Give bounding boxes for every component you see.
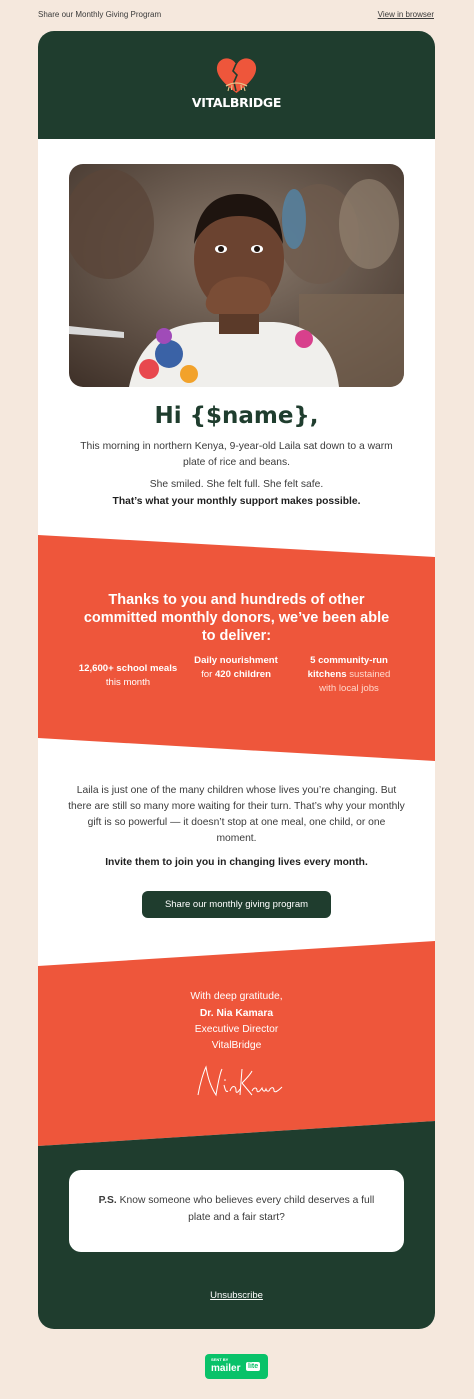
greeting-title: Hi {$name}, — [154, 403, 319, 429]
stat-school-meals — [78, 662, 178, 690]
stat-nourish-light: for — [201, 669, 215, 680]
stat-nourish-bold: Daily nourishment — [194, 655, 278, 666]
ps-text — [89, 1192, 384, 1226]
invite-text: Invite them to join you in changing lives every month. — [105, 857, 368, 868]
preheader-text: Share our Monthly Giving Program — [38, 9, 162, 19]
badge-suffix: lite — [248, 1363, 259, 1370]
heart-map-icon — [215, 57, 258, 95]
unsubscribe-link[interactable]: Unsubscribe — [210, 1290, 263, 1301]
share-giving-button[interactable]: Share our monthly giving program — [142, 891, 331, 918]
stat-nourish-bold2: 420 children — [214, 669, 271, 680]
brand-wordmark: VITALBRIDGE — [191, 95, 282, 110]
top-bar — [38, 0, 434, 28]
child-photo-illustration — [69, 164, 404, 387]
signer-name: Dr. Nia Kamara — [199, 1008, 274, 1019]
badge-brand: mailer — [211, 1363, 241, 1374]
email-header — [38, 31, 435, 139]
intro-text: This morning in northern Kenya, 9-year-old Laila sat down to a warm plate of rice and beans. — [80, 441, 393, 468]
email-card — [38, 31, 435, 1329]
impact-heading: Thanks to you and hundreds of other committed monthly donors, we’ve been able to deliver: — [83, 592, 390, 644]
ps-label: P.S. — [98, 1195, 117, 1206]
mailerlite-badge[interactable] — [205, 1354, 268, 1379]
stat-kitchens-bold: 5 community-run kitchens — [307, 655, 388, 680]
closing-text: With deep gratitude, — [190, 991, 283, 1002]
impact-band-background — [38, 535, 435, 761]
stat-daily-nourishment — [190, 654, 282, 682]
signer-org: VitalBridge — [211, 1040, 262, 1051]
ps-body: Know someone who believes every child deserves a full plate and a fair start? — [116, 1195, 375, 1223]
badge-sent-by: SENT BY — [211, 1357, 229, 1362]
story-text: Laila is just one of the many children whose lives you’re changing. But there are still so many more waiting for their turn. That’s why your monthly gift is so powerful — it doesn’t stop at one meal, one child, or one moment. — [68, 785, 405, 844]
support-text: That’s what your monthly support makes possible. — [112, 496, 361, 507]
handwritten-signature — [190, 1061, 285, 1103]
smiled-text: She smiled. She felt full. She felt safe. — [149, 479, 324, 490]
stat-meals-light: this month — [105, 677, 151, 688]
ps-box — [69, 1170, 404, 1252]
view-in-browser-link[interactable]: View in browser — [377, 9, 434, 19]
stat-community-kitchens — [300, 654, 398, 696]
stat-meals-bold: 12,600+ school meals — [78, 663, 178, 674]
stat-kitchens-light: sustained with local jobs — [319, 669, 391, 694]
hero-photo — [69, 164, 404, 387]
signer-role: Executive Director — [194, 1024, 279, 1035]
